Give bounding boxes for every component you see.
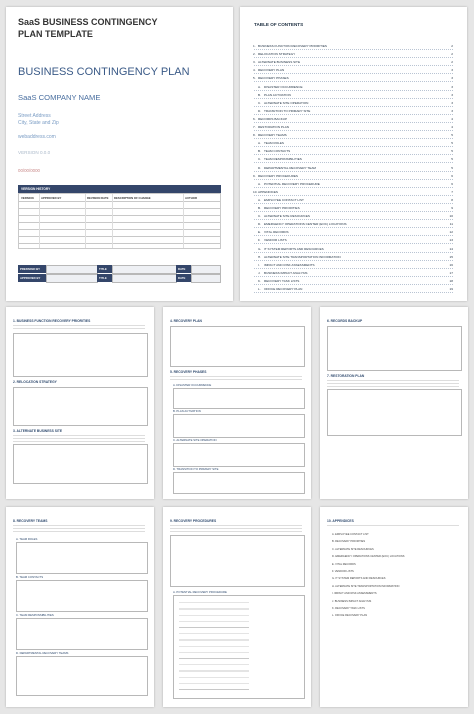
col-approved-by: APPROVED BY xyxy=(41,196,62,200)
toc-entry-label: POTENTIAL RECOVERY PROCEDURE xyxy=(264,181,320,186)
toc-entry-label: ALTERNATE SITE OPERATION xyxy=(264,100,309,105)
toc-entry-page: 5 xyxy=(451,157,453,162)
phase-d-box[interactable] xyxy=(173,472,305,494)
date-label: DATE xyxy=(178,267,186,271)
toc-entry-page: 3 xyxy=(451,68,453,73)
toc-entry[interactable] xyxy=(254,222,453,228)
toc-entry[interactable] xyxy=(254,125,453,131)
title-label: TITLE xyxy=(99,276,107,280)
team-responsibilities-box[interactable] xyxy=(16,618,148,650)
toc-entry-page: 7 xyxy=(451,189,453,194)
appendix-item[interactable]: H. ALTERNATE SITE TRANSPORTATION INFORMATION xyxy=(332,584,400,588)
toc-entry[interactable] xyxy=(254,133,453,139)
toc-entry-page: 16 xyxy=(449,262,453,267)
toc-entry-label: RECORDS BACKUP xyxy=(258,116,288,121)
page-sections-4-5 xyxy=(163,307,311,499)
toc-entry-page: 5 xyxy=(451,165,453,170)
col-version: VERSION xyxy=(21,196,34,200)
version-history-header xyxy=(18,185,221,193)
toc-entry-number: 9. xyxy=(253,173,256,178)
toc-entry-label: RECOVERY TASK LISTS xyxy=(264,278,300,283)
potential-procedure-box[interactable] xyxy=(173,595,305,699)
section-5-heading: 5. RECOVERY PHASES xyxy=(170,370,207,374)
toc-entry-page: 10 xyxy=(449,214,453,219)
toc-entry-page: 4 xyxy=(451,116,453,121)
template-title-line-2: PLAN TEMPLATE xyxy=(18,29,93,39)
toc-entry[interactable] xyxy=(254,206,453,212)
phase-c-heading: C. ALTERNATE SITE OPERATION xyxy=(173,438,217,442)
toc-entry-page: 12 xyxy=(449,230,453,235)
toc-entry[interactable] xyxy=(254,76,453,82)
toc-heading: TABLE OF CONTENTS xyxy=(254,22,304,27)
prepared-date-field[interactable] xyxy=(191,265,221,274)
toc-entry-page: 3 xyxy=(451,108,453,113)
toc-entry-number: C. xyxy=(258,214,262,219)
toc-entry-label: TEAM ROLES xyxy=(264,141,284,146)
toc-entry-number: K. xyxy=(258,278,261,283)
toc-entry[interactable] xyxy=(254,230,453,236)
toc-entry-label: IMPACT AND RISK ASSESSMENTS xyxy=(264,262,315,267)
appendix-item[interactable]: J. BUSINESS IMPACT ANALYSIS xyxy=(332,599,372,603)
section-3-heading: 3. ALTERNATE BUSINESS SITE xyxy=(13,429,63,433)
toc-entry-number: D. xyxy=(258,108,262,113)
section-5-text xyxy=(170,375,302,381)
departmental-teams-box[interactable] xyxy=(16,656,148,696)
section-1-box[interactable] xyxy=(13,333,148,377)
toc-entry-page: 3 xyxy=(451,92,453,97)
toc-entry-label: TEAM RESPONSIBILITIES xyxy=(264,157,302,162)
toc-entry-number: 4. xyxy=(253,68,256,73)
phase-a-heading: A. DISASTER OCCURRENCE xyxy=(173,383,212,387)
toc-entry-number: E. xyxy=(258,230,261,235)
toc-entry-number: G. xyxy=(258,246,262,251)
toc-entry-label: DISASTER OCCURRENCE xyxy=(264,84,303,89)
toc-entry-number: C. xyxy=(258,100,262,105)
toc-entry-page: 2 xyxy=(451,52,453,57)
toc-entry-label: BUSINESS FUNCTION RECOVERY PRIORITIES xyxy=(258,44,327,48)
team-roles-box[interactable] xyxy=(16,542,148,574)
toc-entry-page: 5 xyxy=(451,149,453,154)
toc-entry-page: 2 xyxy=(451,60,453,65)
toc-entry-page: 6 xyxy=(451,173,453,178)
section-7-box[interactable] xyxy=(327,389,462,436)
toc-entry-label: PLAN ACTIVATION xyxy=(264,92,291,97)
section-10-heading: 10. APPENDICES xyxy=(327,519,354,523)
toc-entry-number: 8. xyxy=(253,133,256,138)
approved-title-cell xyxy=(97,274,112,282)
appendix-item[interactable]: D. EMERGENCY OPERATIONS CENTER (EOC) LOCATIONS xyxy=(332,555,405,559)
toc-entry-label: ALTERNATE SITE TRANSPORTATION INFORMATION xyxy=(264,254,341,259)
toc-entry[interactable] xyxy=(254,44,453,50)
toc-entry[interactable] xyxy=(254,238,453,244)
toc-entry-label: RESTORATION PLAN xyxy=(258,125,290,129)
toc-entry-page: 3 xyxy=(451,84,453,89)
potential-procedure-heading: A. POTENTIAL RECOVERY PROCEDURE xyxy=(173,590,227,594)
toc-entry-number: D. xyxy=(258,165,262,170)
prepared-title-field[interactable] xyxy=(112,265,177,274)
toc-entry-page: 5 xyxy=(451,133,453,138)
toc-entry[interactable] xyxy=(254,101,453,107)
section-9-heading: 9. RECOVERY PROCEDURES xyxy=(170,519,217,523)
section-1-text xyxy=(13,324,145,330)
toc-entry-number: A. xyxy=(258,197,261,202)
appendix-item[interactable]: B. RECOVERY PRIORITIES xyxy=(332,540,366,544)
toc-entry-label: EMPLOYEE CONTACT LIST xyxy=(264,197,304,202)
toc-entry-number: B. xyxy=(258,206,261,210)
toc-entry[interactable] xyxy=(254,182,453,188)
toc-entry-page: 2 xyxy=(451,44,453,48)
section-9-box[interactable] xyxy=(170,535,305,587)
approved-by-field[interactable] xyxy=(46,274,98,283)
toc-entry-number: 2. xyxy=(253,52,256,57)
toc-entry[interactable] xyxy=(254,166,453,172)
toc-entry-number: 10. xyxy=(253,189,258,194)
toc-entry-label: IT SYSTEM REPORTS AND RESOURCES xyxy=(264,246,324,251)
toc-entry-label: RECOVERY PLAN xyxy=(258,68,285,73)
street-address: Street Address xyxy=(18,113,51,119)
toc-entry-label: ALTERNATE SITE RESOURCES xyxy=(264,214,310,219)
toc-entry-label: RECOVERY PRIORITIES xyxy=(264,206,300,210)
toc-entry-number: A. xyxy=(258,84,261,89)
date-label: DATE xyxy=(178,276,186,280)
toc-entry-label: TEAM CONTACTS xyxy=(264,149,291,154)
col-description: DESCRIPTION OF CHANGE xyxy=(114,196,151,200)
toc-entry-number: H. xyxy=(258,254,262,259)
appendix-item[interactable]: A. EMPLOYEE CONTACT LIST xyxy=(332,533,369,536)
main-title: BUSINESS CONTINGENCY PLAN xyxy=(18,66,190,78)
toc-entry-number: B. xyxy=(258,92,261,97)
toc-entry[interactable] xyxy=(254,287,453,293)
prepared-by-label-cell xyxy=(18,265,46,273)
cover-date: 00/00/0000 xyxy=(18,168,40,173)
procedure-checklist xyxy=(179,600,249,694)
section-3-box[interactable] xyxy=(13,444,148,484)
appendix-item[interactable]: I. IMPACT AND RISK ASSESSMENTS xyxy=(332,592,377,596)
appendix-item[interactable]: K. RECOVERY TASK LISTS xyxy=(332,607,365,610)
toc-entry-label: TRANSITION TO PRIMARY SITE xyxy=(264,108,311,113)
section-3-text xyxy=(13,434,145,443)
toc-entry-number: 3. xyxy=(253,60,256,65)
appendix-item[interactable]: L. OFFICE RECOVERY PLAN xyxy=(332,614,368,618)
version-history-table xyxy=(18,193,221,249)
toc-entry-page: 18 xyxy=(449,278,453,283)
toc-entry[interactable] xyxy=(254,60,453,66)
toc-entry-page: 17 xyxy=(449,270,453,275)
section-10-text xyxy=(327,524,459,528)
section-2-box[interactable] xyxy=(13,387,148,426)
appendix-item[interactable]: E. VITAL RECORDS xyxy=(332,562,356,566)
toc-entry[interactable] xyxy=(254,157,453,163)
team-roles-heading: A. TEAM ROLES xyxy=(16,537,38,541)
toc-entry-label: RECOVERY PROCEDURES xyxy=(258,173,298,178)
team-contacts-box[interactable] xyxy=(16,580,148,612)
phase-b-heading: B. PLAN ACTIVATION xyxy=(173,409,201,413)
toc-entry-page: 15 xyxy=(449,254,453,259)
appendix-item[interactable]: F. VENDOR LISTS xyxy=(332,570,354,573)
toc-entry-page: 3 xyxy=(451,76,453,81)
toc-entry[interactable] xyxy=(254,93,453,99)
toc-entry-label: RECOVERY PHASES xyxy=(258,76,289,81)
web-address: webaddress.com xyxy=(18,134,56,140)
section-8-text xyxy=(13,524,145,533)
toc-entry-page: 8 xyxy=(451,197,453,202)
col-revision-date: REVISION DATE xyxy=(87,196,109,200)
toc-entry-number: D. xyxy=(258,222,262,227)
toc-entry-label: OFFICE RECOVERY PLAN xyxy=(264,287,303,291)
section-4-box[interactable] xyxy=(170,326,305,367)
prepared-by-field[interactable] xyxy=(46,265,98,274)
toc-entry-number: F. xyxy=(258,238,261,243)
toc-entry-label: BUSINESS IMPACT ANALYSIS xyxy=(264,270,308,275)
toc-entry-number: 6. xyxy=(253,116,256,121)
toc-entry-label: VENDOR LISTS xyxy=(264,238,287,243)
section-9-text xyxy=(170,524,302,533)
cover-page xyxy=(6,7,233,301)
toc-entry[interactable] xyxy=(254,190,453,196)
departmental-teams-heading: D. DEPARTMENTAL RECOVERY TEAMS xyxy=(16,651,69,655)
toc-entry-page: 19 xyxy=(449,287,453,291)
toc-entry-number: A. xyxy=(258,181,261,186)
page-section-9 xyxy=(163,507,311,707)
toc-entry-label: EMERGENCY OPERATIONS CENTER (EOC) LOCATIONS xyxy=(264,222,347,227)
template-title-line-1: SaaS BUSINESS CONTINGENCY xyxy=(18,17,158,27)
prepared-title-cell xyxy=(97,265,112,273)
toc-entry-page: 4 xyxy=(451,125,453,129)
toc-entry-label: RELOCATION STRATEGY xyxy=(258,52,296,57)
phase-b-box[interactable] xyxy=(173,414,305,438)
toc-entry-number: 1. xyxy=(253,44,256,48)
toc-entry[interactable] xyxy=(254,149,453,155)
toc-entry-label: APPENDICES xyxy=(258,189,278,194)
toc-entry-number: A. xyxy=(258,141,261,146)
toc-entry[interactable] xyxy=(254,198,453,204)
company-name: SaaS COMPANY NAME xyxy=(18,93,101,102)
page-sections-1-3 xyxy=(6,307,154,499)
page-section-8 xyxy=(6,507,154,707)
prepared-by-label: PREPARED BY xyxy=(20,267,40,271)
toc-entry[interactable] xyxy=(254,247,453,253)
section-7-heading: 7. RESTORATION PLAN xyxy=(327,374,365,378)
toc-entry[interactable] xyxy=(254,52,453,58)
city-state-zip: City, State and Zip xyxy=(18,120,59,126)
approved-by-label-cell xyxy=(18,274,46,282)
toc-entry-number: L. xyxy=(258,287,261,291)
section-6-heading: 6. RECORDS BACKUP xyxy=(327,319,363,323)
toc-entry[interactable] xyxy=(254,214,453,220)
page-sections-6-7 xyxy=(320,307,468,499)
phase-a-box[interactable] xyxy=(173,388,305,409)
toc-page xyxy=(240,7,467,301)
approved-date-field[interactable] xyxy=(191,274,221,283)
appendix-item[interactable]: C. ALTERNATE SITE RESOURCES xyxy=(332,547,374,551)
toc-entry-page: 14 xyxy=(449,246,453,251)
phase-d-heading: D. TRANSITION TO PRIMARY SITE xyxy=(173,467,219,471)
toc-entry[interactable] xyxy=(254,271,453,277)
toc-entry[interactable] xyxy=(254,263,453,269)
toc-entry-page: 3 xyxy=(451,100,453,105)
version-history-title: VERSION HISTORY xyxy=(21,187,51,191)
toc-entry-page: 9 xyxy=(451,206,453,210)
toc-entry[interactable] xyxy=(254,141,453,147)
toc-entry-label: DEPARTMENTAL RECOVERY TEAM xyxy=(264,165,316,170)
title-label: TITLE xyxy=(99,267,107,271)
toc-entry-label: RECOVERY TEAMS xyxy=(258,133,287,138)
col-author: AUTHOR xyxy=(185,196,197,200)
toc-entry[interactable] xyxy=(254,255,453,261)
toc-entry-number: 7. xyxy=(253,125,256,129)
toc-entry[interactable] xyxy=(254,68,453,74)
toc-entry[interactable] xyxy=(254,109,453,115)
toc-entry-page: 11 xyxy=(449,222,453,227)
page-section-10 xyxy=(320,507,468,707)
section-6-box[interactable] xyxy=(327,326,462,371)
section-8-heading: 8. RECOVERY TEAMS xyxy=(13,519,48,523)
toc-entry-page: 13 xyxy=(449,238,453,243)
approved-title-field[interactable] xyxy=(112,274,177,283)
toc-entry-number: B. xyxy=(258,149,261,154)
toc-entry[interactable] xyxy=(254,279,453,285)
section-7-text xyxy=(327,379,459,387)
toc-entry-number: C. xyxy=(258,157,262,162)
approved-date-cell xyxy=(176,274,191,282)
section-1-heading: 1. BUSINESS FUNCTION RECOVERY PRIORITIES xyxy=(13,319,91,323)
section-4-heading: 4. RECOVERY PLAN xyxy=(170,319,202,323)
toc-entry[interactable] xyxy=(254,174,453,180)
team-responsibilities-heading: C. TEAM RESPONSIBILITIES xyxy=(16,613,54,617)
toc-entry-number: I. xyxy=(258,262,260,267)
version-number: VERSION 0.0.0 xyxy=(18,150,51,155)
toc-entry-number: 5. xyxy=(253,76,256,81)
approved-by-label: APPROVED BY xyxy=(20,276,41,280)
toc-entry-number: J. xyxy=(258,270,261,275)
toc-entry-label: ALTERNATE BUSINESS SITE xyxy=(258,60,301,65)
section-2-heading: 2. RELOCATION STRATEGY xyxy=(13,380,57,384)
toc-entry[interactable] xyxy=(254,85,453,91)
toc-entry-label: VITAL RECORDS xyxy=(264,230,289,235)
toc-entry-page: 6 xyxy=(451,181,453,186)
team-contacts-heading: B. TEAM CONTACTS xyxy=(16,575,44,579)
toc-entry[interactable] xyxy=(254,117,453,123)
prepared-date-cell xyxy=(176,265,191,273)
toc-entry-page: 5 xyxy=(451,141,453,146)
phase-c-box[interactable] xyxy=(173,443,305,467)
appendix-item[interactable]: G. IT SYSTEM REPORTS AND RESOURCES xyxy=(332,577,386,581)
